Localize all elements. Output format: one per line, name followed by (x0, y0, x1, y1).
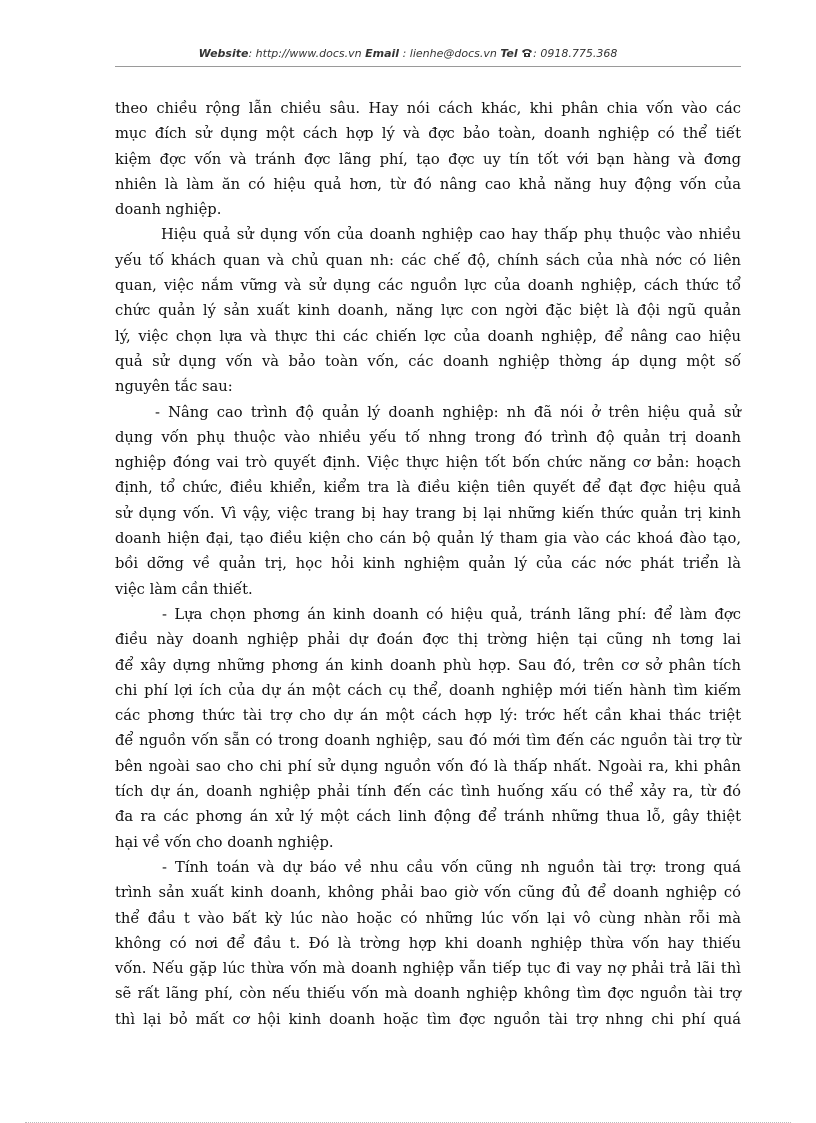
document-body (115, 96, 741, 1032)
paragraph (115, 400, 741, 602)
text-line: lý, việc chọn lựa và thực thi các chiến lợc của doanh nghiệp, để nâng cao hiệu (115, 327, 741, 345)
text-line: - Nâng cao trình độ quản lý doanh nghiệp: nh đã nói ở trên hiệu quả sử (155, 403, 741, 421)
text-line: điều này doanh nghiệp phải dự đoán đợc thị trờng hiện tại cũng nh tơng lai (115, 631, 741, 649)
text-line: không có nơi để đầu t. Đó là trờng hợp khi doanh nghiệp thừa vốn hay thiếu (115, 934, 741, 952)
text-line: - Tính toán và dự báo về nhu cầu vốn cũng nh nguồn tài trợ: trong quá (162, 858, 741, 876)
email-label: Email (365, 47, 400, 60)
website-url[interactable]: : http://www.docs.vn (248, 47, 362, 60)
text-line: - Lựa chọn phơng án kinh doanh có hiệu quả, tránh lãng phí: để làm đợc (162, 605, 741, 623)
paragraph (115, 222, 741, 399)
text-line: việc làm cần thiết. (115, 580, 253, 598)
paragraph (115, 602, 741, 855)
text-line: vốn. Nếu gặp lúc thừa vốn mà doanh nghiệp vẫn tiếp tục đi vay nợ phải trả lãi thì (115, 960, 741, 978)
text-line: tích dự án, doanh nghiệp phải tính đến các tình huống xấu có thể xảy ra, từ đó (115, 783, 741, 801)
text-line: để nguồn vốn sẵn có trong doanh nghiệp, sau đó mới tìm đến các nguồn tài trợ từ (115, 732, 741, 750)
text-line: kiệm đợc vốn và tránh đợc lãng phí, tạo đợc uy tín tốt với bạn hàng và đơng (115, 150, 741, 168)
paragraph (115, 855, 741, 1032)
text-line: quả sử dụng vốn và bảo toàn vốn, các doanh nghiệp thờng áp dụng một số (115, 352, 741, 370)
website-label: Website (198, 47, 249, 60)
text-line: chức quản lý sản xuất kinh doanh, năng lực con ngời đặc biệt là đội ngũ quản (115, 302, 741, 320)
email-value[interactable]: : lienhe@docs.vn (402, 47, 497, 60)
text-line: nghiệp đóng vai trò quyết định. Việc thực hiện tốt bốn chức năng cơ bản: hoạch (115, 454, 741, 472)
text-line: quan, việc nắm vững và sử dụng các nguồn lực của doanh nghiệp, cách thức tổ (115, 277, 741, 295)
text-line: hại về vốn cho doanh nghiệp. (115, 833, 334, 851)
tel-value: : 0918.775.368 (533, 47, 618, 60)
text-line: định, tổ chức, điều khiển, kiểm tra là điều kiện tiên quyết để đạt đợc hiệu quả (115, 479, 741, 497)
text-line: sử dụng vốn. Vì vậy, việc trang bị hay trang bị lại những kiến thức quản trị kinh (115, 504, 741, 522)
text-line: doanh hiện đại, tạo điều kiện cho cán bộ quản lý tham gia vào các khoá đào tạo, (115, 530, 741, 548)
text-line: sẽ rất lãng phí, còn nếu thiếu vốn mà doanh nghiệp không tìm đợc nguồn tài trợ (115, 985, 741, 1003)
header-divider (115, 66, 741, 67)
text-line: dụng vốn phụ thuộc vào nhiều yếu tố nhng trong đó trình độ quản trị doanh (115, 428, 741, 446)
telephone-icon (521, 47, 533, 60)
paragraph (115, 96, 741, 222)
text-line: Hiệu quả sử dụng vốn của doanh nghiệp cao hay thấp phụ thuộc vào nhiều (161, 226, 741, 244)
text-line: doanh nghiệp. (115, 201, 222, 219)
text-line: mục đích sử dụng một cách hợp lý và đợc bảo toàn, doanh nghiệp có thể tiết (115, 125, 741, 143)
text-line: chi phí lợi ích của dự án một cách cụ thể, doanh nghiệp mới tiến hành tìm kiếm (115, 681, 741, 699)
text-line: trình sản xuất kinh doanh, không phải bao giờ vốn cũng đủ để doanh nghiệp có (115, 884, 741, 902)
text-line: nhiên là làm ăn có hiệu quả hơn, từ đó nâng cao khả năng huy động vốn của (115, 175, 741, 193)
text-line: để xây dựng những phơng án kinh doanh phù hợp. Sau đó, trên cơ sở phân tích (115, 656, 741, 674)
text-line: các phơng thức tài trợ cho dự án một cách hợp lý: trớc hết cần khai thác triệt (115, 707, 741, 725)
text-line: thể đầu t vào bất kỳ lúc nào hoặc có những lúc vốn lại vô cùng nhàn rỗi mà (115, 909, 741, 927)
text-line: thì lại bỏ mất cơ hội kinh doanh hoặc tìm đợc nguồn tài trợ nhng chi phí quá (115, 1010, 741, 1028)
text-line: bồi dỡng về quản trị, học hỏi kinh nghiệm quản lý của các nớc phát triển là (115, 555, 741, 573)
text-line: nguyên tắc sau: (115, 378, 233, 396)
text-line: yếu tố khách quan và chủ quan nh: các chế độ, chính sách của nhà nớc có liên (115, 251, 741, 269)
text-line: theo chiều rộng lẫn chiều sâu. Hay nói cách khác, khi phân chia vốn vào các (115, 100, 741, 117)
text-line: đa ra các phơng án xử lý một cách linh động để tránh những thua lỗ, gây thiệt (115, 808, 741, 826)
text-line: bên ngoài sao cho chi phí sử dụng nguồn vốn đó là thấp nhất. Ngoài ra, khi phân (115, 757, 741, 775)
page-header (0, 47, 816, 60)
tel-label: Tel (500, 47, 518, 60)
